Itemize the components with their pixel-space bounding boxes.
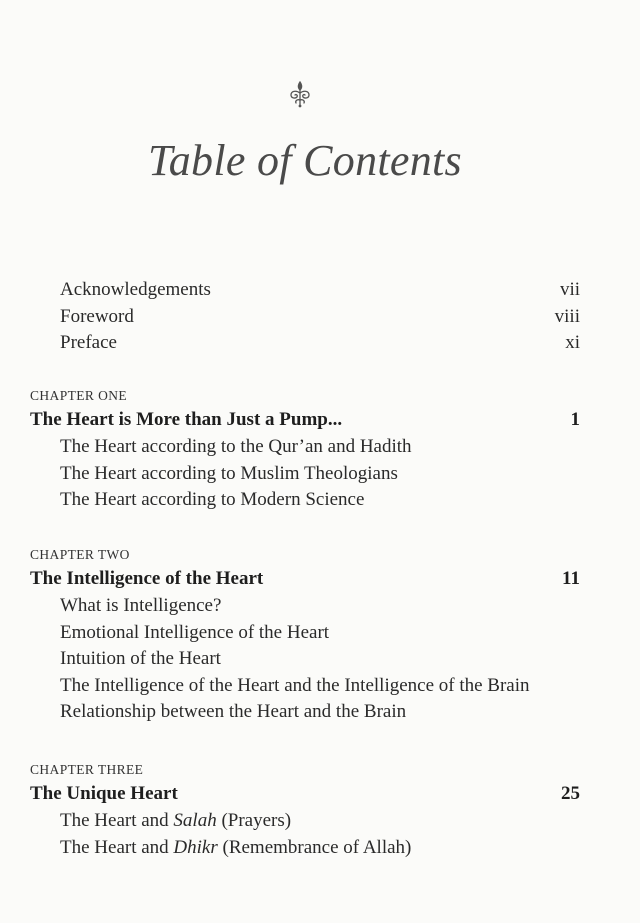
section-entry-dhikr[interactable] [30,835,580,862]
chapter-page-number: 11 [562,568,580,589]
section-text-before: The Heart and [60,836,174,858]
toc-entry-label: Acknowledgements [60,279,211,300]
section-entry-salah[interactable] [30,808,580,835]
toc-entry-page-number: viii [554,305,580,327]
chapter-number: CHAPTER TWO [30,547,130,562]
chapter-two-block [30,545,580,726]
section-entry[interactable]: Emotional Intelligence of the Heart [60,621,330,643]
section-entry[interactable]: Intuition of the Heart [60,648,221,669]
section-italic-term: Dhikr [173,836,218,858]
chapter-title-entry[interactable] [30,780,580,808]
section-entry[interactable]: What is Intelligence? [60,595,222,616]
chapter-page-number: 1 [570,409,580,430]
floral-ornament-icon [285,80,315,108]
front-matter-list [60,277,580,357]
chapter-number: CHAPTER ONE [30,388,128,403]
section-entry[interactable]: Relationship between the Heart and the Brain [60,701,407,722]
toc-entry-acknowledgements[interactable] [60,277,580,304]
section-entry[interactable]: The Heart according to Modern Science [60,489,365,510]
toc-entry-page-number: vii [559,279,580,300]
chapter-number: CHAPTER THREE [30,762,144,777]
chapter-title: The Intelligence of the Heart [30,568,264,589]
toc-entry-label: Preface [60,332,117,353]
chapter-title-entry[interactable] [30,406,580,434]
section-entry[interactable]: The Intelligence of the Heart and the Intelligence of the Brain [60,674,530,696]
section-entry[interactable]: The Heart according to the Qur’an and Hadith [60,436,412,457]
chapter-title-entry[interactable] [30,565,580,593]
chapter-page-number: 25 [561,783,580,804]
toc-entry-label: Foreword [60,305,134,327]
section-text-after: (Remembrance of Allah) [217,836,412,858]
page-title: Table of Contents [148,136,462,185]
section-italic-term: Salah [173,810,217,831]
toc-entry-foreword[interactable] [60,304,580,331]
toc-entry-preface[interactable] [60,330,580,357]
chapter-three-block [30,760,580,861]
section-entry[interactable]: The Heart according to Muslim Theologians [60,462,398,484]
chapter-one-block [30,386,580,514]
section-text-before: The Heart and [60,810,174,831]
chapter-title: The Unique Heart [30,783,178,804]
toc-entry-page-number: xi [565,332,580,353]
chapter-title: The Heart is More than Just a Pump... [30,409,343,430]
section-text-after: (Prayers) [216,810,292,831]
